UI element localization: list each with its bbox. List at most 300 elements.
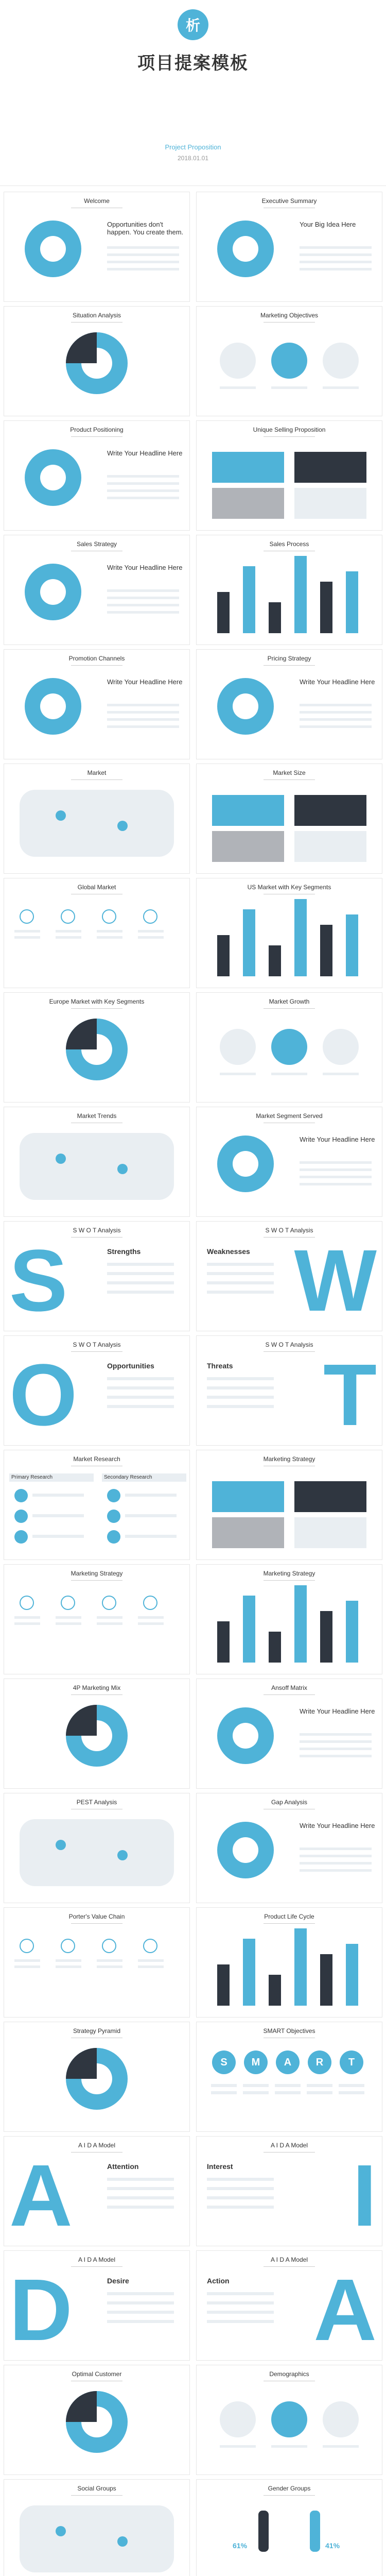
slide-headline: Opportunities don't happen. You create them.	[107, 221, 184, 236]
chart-bar	[294, 1585, 307, 1663]
text-placeholder	[107, 2206, 174, 2209]
slide	[196, 764, 382, 874]
block	[294, 488, 366, 519]
block	[212, 452, 284, 483]
chart-bar	[217, 1621, 230, 1663]
logo: 析	[178, 9, 208, 40]
map-area	[20, 1133, 174, 1200]
text-placeholder	[107, 489, 179, 492]
chart-bar	[269, 1632, 281, 1663]
text-placeholder	[300, 704, 372, 706]
text-placeholder	[125, 1514, 177, 1517]
graphic-inner	[233, 693, 258, 719]
block	[294, 1517, 366, 1548]
process-circle	[323, 2401, 359, 2437]
text-placeholder	[207, 1377, 274, 1380]
slide-title: Marketing Strategy	[263, 1455, 315, 1463]
text-placeholder	[107, 246, 179, 249]
text-placeholder	[107, 2301, 174, 2304]
slide-title: Sales Process	[269, 540, 309, 548]
percent-left: 61%	[233, 2541, 248, 2550]
item-icon	[143, 1596, 157, 1610]
map-marker	[117, 821, 128, 831]
item-circle	[107, 1489, 120, 1502]
slide-title: Gap Analysis	[271, 1799, 308, 1806]
slide	[196, 1107, 382, 1217]
slide-title: A I D A Model	[270, 2256, 308, 2263]
slide	[196, 1793, 382, 1903]
text-placeholder	[207, 1405, 274, 1408]
text-placeholder	[300, 1848, 372, 1850]
slide	[4, 2022, 190, 2132]
text-placeholder	[107, 2196, 174, 2199]
item-circle	[14, 1530, 28, 1544]
percent-right: 41%	[325, 2541, 340, 2550]
text-placeholder	[107, 1396, 174, 1399]
text-placeholder	[97, 936, 122, 939]
graphic-inner	[40, 579, 66, 605]
slide	[4, 420, 190, 531]
text-placeholder	[207, 2292, 274, 2295]
left-header: Primary Research	[9, 1473, 94, 1482]
text-placeholder	[138, 936, 164, 939]
text-placeholder	[300, 1755, 372, 1757]
text-placeholder	[32, 1535, 84, 1538]
chart-bar	[320, 1954, 332, 2006]
text-placeholder	[207, 1396, 274, 1399]
chart-bar	[243, 1596, 255, 1663]
title-divider	[264, 665, 315, 666]
slide-headline: Your Big Idea Here	[300, 221, 356, 228]
map-area	[20, 790, 174, 857]
big-letter: T	[323, 1346, 377, 1444]
section-label: Strengths	[107, 1247, 141, 1256]
big-letter: S	[9, 1232, 68, 1330]
big-letter: O	[9, 1346, 78, 1444]
slide-title: Market Trends	[77, 1112, 117, 1120]
title-divider	[71, 2152, 122, 2153]
slide-title: S W O T Analysis	[73, 1227, 121, 1234]
text-placeholder	[207, 2301, 274, 2304]
chart-bar	[294, 556, 307, 633]
text-placeholder	[107, 597, 179, 599]
map-marker	[117, 1164, 128, 1174]
text-placeholder	[107, 261, 179, 263]
map-marker	[117, 2536, 128, 2547]
text-placeholder	[107, 2178, 174, 2181]
text-placeholder	[243, 2091, 269, 2094]
text-placeholder	[211, 2084, 237, 2087]
text-placeholder	[107, 718, 179, 721]
slide-headline: Write Your Headline Here	[300, 1136, 375, 1143]
slide	[4, 2479, 190, 2576]
process-circle	[323, 1029, 359, 1065]
text-placeholder	[323, 2445, 359, 2448]
item-icon	[61, 1939, 75, 1953]
text-placeholder	[14, 936, 40, 939]
slide	[196, 878, 382, 988]
text-placeholder	[271, 2445, 307, 2448]
title-divider	[264, 2266, 315, 2267]
text-placeholder	[300, 268, 372, 270]
text-placeholder	[125, 1535, 177, 1538]
slide-title: Product Life Cycle	[264, 1913, 314, 1920]
slide-title: A I D A Model	[270, 2142, 308, 2149]
text-placeholder	[107, 482, 179, 485]
chart-bar	[243, 1939, 255, 2006]
text-placeholder	[275, 2091, 301, 2094]
text-placeholder	[32, 1514, 84, 1517]
block	[212, 488, 284, 519]
block	[212, 1481, 284, 1512]
chart-bar	[243, 566, 255, 633]
slide	[196, 2136, 382, 2246]
title-divider	[71, 1237, 122, 1238]
text-placeholder	[300, 1869, 372, 1872]
chart-bar	[243, 909, 255, 976]
title-divider	[264, 1008, 315, 1009]
slide	[4, 1450, 190, 1560]
slide	[196, 1450, 382, 1560]
text-placeholder	[271, 386, 307, 389]
smart-circle: R	[308, 2050, 331, 2074]
text-placeholder	[300, 1740, 372, 1743]
big-letter: D	[9, 2261, 73, 2359]
slide-title: Marketing Strategy	[263, 1570, 315, 1577]
process-circle	[271, 343, 307, 379]
text-placeholder	[14, 930, 40, 933]
slide-title: Demographics	[269, 2370, 309, 2378]
title-divider	[71, 1008, 122, 1009]
text-placeholder	[107, 1291, 174, 1294]
slide	[196, 2365, 382, 2475]
text-placeholder	[97, 1622, 122, 1625]
text-placeholder	[300, 725, 372, 728]
text-placeholder	[56, 1616, 81, 1619]
text-placeholder	[307, 2084, 332, 2087]
text-placeholder	[97, 1616, 122, 1619]
text-placeholder	[207, 1386, 274, 1389]
text-placeholder	[300, 1183, 372, 1185]
slide	[4, 2136, 190, 2246]
text-placeholder	[107, 611, 179, 614]
slide	[4, 649, 190, 759]
text-placeholder	[207, 1291, 274, 1294]
text-placeholder	[339, 2084, 364, 2087]
text-placeholder	[14, 1959, 40, 1962]
map-marker	[56, 2526, 66, 2536]
slide-title: PEST Analysis	[76, 1799, 117, 1806]
slide-headline: Write Your Headline Here	[300, 678, 375, 686]
text-placeholder	[271, 1073, 307, 1075]
process-circle	[220, 343, 256, 379]
chart-bar	[320, 925, 332, 976]
text-placeholder	[300, 1862, 372, 1865]
chart-bar	[346, 1601, 358, 1663]
slide	[196, 649, 382, 759]
title-divider	[264, 1580, 315, 1581]
slide	[196, 306, 382, 416]
slide	[196, 420, 382, 531]
graphic-inner	[233, 1837, 258, 1863]
map-area	[20, 2505, 174, 2572]
slide-title: Global Market	[77, 884, 116, 891]
big-letter: I	[352, 2147, 377, 2245]
right-header: Secondary Research	[102, 1473, 186, 1482]
big-letter: A	[313, 2261, 377, 2359]
slide	[4, 992, 190, 1103]
slide-title: Executive Summary	[261, 197, 317, 205]
chart-bar	[269, 1975, 281, 2006]
process-circle	[271, 2401, 307, 2437]
block	[294, 1481, 366, 1512]
text-placeholder	[275, 2084, 301, 2087]
text-placeholder	[107, 604, 179, 606]
item-icon	[143, 909, 157, 924]
slide	[4, 2250, 190, 2361]
text-placeholder	[300, 1176, 372, 1178]
chart-bar	[320, 1611, 332, 1663]
big-letter: A	[9, 2147, 73, 2245]
title-divider	[264, 436, 315, 437]
title-divider	[71, 1694, 122, 1695]
title-divider	[71, 1351, 122, 1352]
text-placeholder	[207, 1281, 274, 1284]
text-placeholder	[207, 1272, 274, 1275]
process-circle	[220, 2401, 256, 2437]
item-icon	[143, 1939, 157, 1953]
title-divider	[71, 1580, 122, 1581]
section-label: Desire	[107, 2277, 129, 2285]
item-icon	[20, 1939, 34, 1953]
slide	[4, 1221, 190, 1331]
text-placeholder	[107, 704, 179, 706]
text-placeholder	[32, 1494, 84, 1497]
item-circle	[107, 1530, 120, 1544]
item-icon	[20, 1596, 34, 1610]
chart-bar	[346, 1944, 358, 2006]
big-letter: W	[294, 1232, 377, 1330]
slide-headline: Write Your Headline Here	[107, 449, 183, 457]
title-divider	[71, 2266, 122, 2267]
slide	[196, 1335, 382, 1446]
chart-bar	[294, 1928, 307, 2006]
slide-title: 4P Marketing Mix	[73, 1684, 121, 1691]
cover-subtitle: Project Proposition	[165, 143, 221, 151]
process-circle	[220, 1029, 256, 1065]
slide	[196, 1907, 382, 2018]
slide-title: Social Groups	[77, 2485, 116, 2492]
block	[212, 831, 284, 862]
chart-bar	[217, 1964, 230, 2006]
text-placeholder	[207, 2206, 274, 2209]
slide	[4, 192, 190, 302]
slide	[196, 535, 382, 645]
slide-title: Marketing Objectives	[260, 312, 319, 319]
text-placeholder	[323, 386, 359, 389]
graphic-inner	[40, 465, 66, 490]
text-placeholder	[107, 711, 179, 714]
text-placeholder	[211, 2091, 237, 2094]
graphic-inner	[40, 236, 66, 262]
map-marker	[117, 1850, 128, 1860]
text-placeholder	[323, 1073, 359, 1075]
slide	[196, 2479, 382, 2576]
text-placeholder	[107, 1263, 174, 1266]
cover-title: 项目提案模板	[137, 54, 249, 73]
text-placeholder	[107, 2320, 174, 2323]
title-divider	[264, 2495, 315, 2496]
slide-title: A I D A Model	[78, 2142, 116, 2149]
slide-headline: Write Your Headline Here	[300, 1822, 375, 1829]
text-placeholder	[300, 253, 372, 256]
map-marker	[56, 1154, 66, 1164]
slide	[4, 1335, 190, 1446]
donut-segment	[66, 2391, 97, 2422]
text-placeholder	[56, 930, 81, 933]
slide	[4, 535, 190, 645]
smart-circle: S	[212, 2050, 236, 2074]
slide	[4, 1793, 190, 1903]
title-divider	[71, 322, 122, 323]
text-placeholder	[107, 253, 179, 256]
item-icon	[61, 909, 75, 924]
text-placeholder	[56, 1965, 81, 1968]
item-icon	[102, 1939, 116, 1953]
text-placeholder	[107, 2311, 174, 2314]
slide-title: Market Research	[73, 1455, 120, 1463]
text-placeholder	[207, 2178, 274, 2181]
text-placeholder	[107, 1281, 174, 1284]
text-placeholder	[56, 1959, 81, 1962]
process-circle	[271, 1029, 307, 1065]
text-placeholder	[138, 1965, 164, 1968]
map-area	[20, 1819, 174, 1886]
slide-title: S W O T Analysis	[265, 1341, 313, 1348]
map-marker	[56, 1840, 66, 1850]
text-placeholder	[97, 1965, 122, 1968]
item-circle	[14, 1510, 28, 1523]
text-placeholder	[97, 930, 122, 933]
slide-title: Situation Analysis	[72, 312, 121, 319]
text-placeholder	[220, 1073, 256, 1075]
donut-segment	[66, 1019, 97, 1049]
text-placeholder	[14, 1965, 40, 1968]
graphic-inner	[233, 236, 258, 262]
title-divider	[264, 2152, 315, 2153]
slide-headline: Write Your Headline Here	[107, 678, 183, 686]
title-divider	[264, 1351, 315, 1352]
text-placeholder	[14, 1616, 40, 1619]
chart-bar	[217, 935, 230, 976]
title-divider	[71, 2495, 122, 2496]
smart-circle: M	[244, 2050, 268, 2074]
slide	[196, 2250, 382, 2361]
block	[212, 795, 284, 826]
item-icon	[102, 909, 116, 924]
slide	[4, 1679, 190, 1789]
slide-title: US Market with Key Segments	[247, 884, 331, 891]
text-placeholder	[97, 1959, 122, 1962]
chart-bar	[269, 945, 281, 976]
slide-headline: Write Your Headline Here	[300, 1707, 375, 1715]
text-placeholder	[300, 711, 372, 714]
title-divider	[264, 779, 315, 780]
section-label: Attention	[107, 2162, 139, 2171]
text-placeholder	[300, 718, 372, 721]
text-placeholder	[107, 725, 179, 728]
slide-title: Marketing Strategy	[71, 1570, 123, 1577]
slide	[4, 2365, 190, 2475]
text-placeholder	[300, 1855, 372, 1857]
block	[294, 795, 366, 826]
section-label: Threats	[207, 1362, 233, 1370]
text-placeholder	[107, 2292, 174, 2295]
text-placeholder	[300, 1748, 372, 1750]
slide-headline: Write Your Headline Here	[107, 564, 183, 571]
slide-title: Market Size	[273, 769, 306, 776]
slide-title: Strategy Pyramid	[73, 2027, 121, 2035]
text-placeholder	[207, 2311, 274, 2314]
slide-title: Ansoff Matrix	[271, 1684, 307, 1691]
title-divider	[264, 1923, 315, 1924]
slide-title: S W O T Analysis	[73, 1341, 121, 1348]
title-divider	[71, 779, 122, 780]
chart-bar	[320, 582, 332, 633]
text-placeholder	[107, 1405, 174, 1408]
section-label: Weaknesses	[207, 1247, 250, 1256]
slide-title: Promotion Channels	[68, 655, 125, 662]
slide-title: Welcome	[84, 197, 110, 205]
smart-circle: T	[340, 2050, 363, 2074]
slide	[4, 1907, 190, 2018]
chart-bar	[269, 602, 281, 633]
text-placeholder	[138, 1959, 164, 1962]
section-label: Interest	[207, 2162, 233, 2171]
slide	[4, 764, 190, 874]
chart-bar	[294, 899, 307, 976]
text-placeholder	[300, 261, 372, 263]
graphic-inner	[40, 693, 66, 719]
slide-title: Porter's Value Chain	[68, 1913, 125, 1920]
text-placeholder	[307, 2091, 332, 2094]
slide	[4, 306, 190, 416]
slide	[4, 878, 190, 988]
slide-title: Europe Market with Key Segments	[49, 998, 145, 1005]
text-placeholder	[207, 2320, 274, 2323]
text-placeholder	[138, 930, 164, 933]
text-placeholder	[300, 246, 372, 249]
text-placeholder	[138, 1616, 164, 1619]
text-placeholder	[107, 1377, 174, 1380]
chart-bar	[346, 914, 358, 976]
text-placeholder	[138, 1622, 164, 1625]
title-divider	[71, 436, 122, 437]
text-placeholder	[300, 1168, 372, 1171]
slide	[4, 1107, 190, 1217]
slide-title: S W O T Analysis	[265, 1227, 313, 1234]
graphic-inner	[233, 1723, 258, 1749]
text-placeholder	[207, 2187, 274, 2190]
slide	[196, 1221, 382, 1331]
title-divider	[264, 322, 315, 323]
item-circle	[14, 1489, 28, 1502]
chart-bar	[217, 592, 230, 633]
slide-title: SMART Objectives	[263, 2027, 315, 2035]
donut-segment	[66, 1705, 97, 1736]
slide-title: Market Segment Served	[256, 1112, 323, 1120]
slide	[196, 992, 382, 1103]
